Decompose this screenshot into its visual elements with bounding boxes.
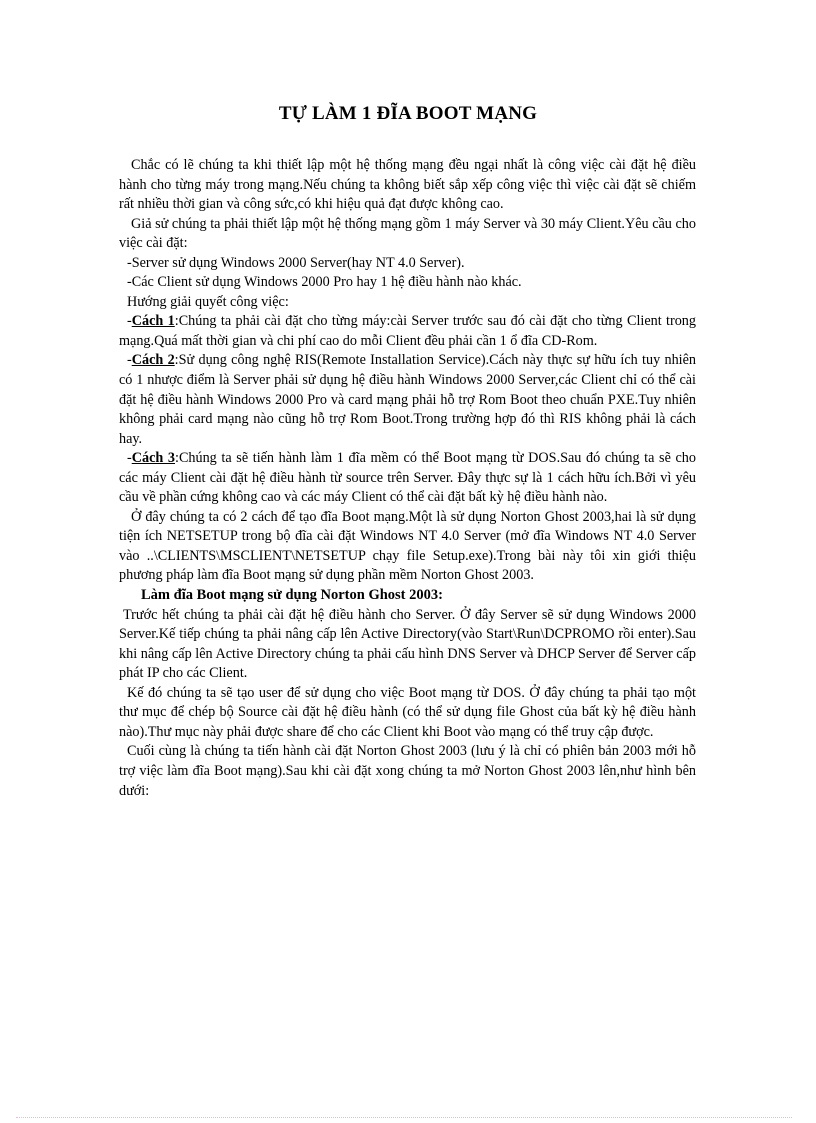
method-3-prefix: -: [127, 450, 132, 467]
method-1-text: :Chúng ta phải cài đặt cho từng máy:cài Server trước sau đó cài đặt cho từng Client trong mạng.Quá mất thời gian và chi phí cao do mỗi Client đều phải cần 1 ổ đĩa CD-Rom.: [119, 313, 696, 349]
document-body: [119, 156, 696, 801]
method-1-label: Cách 1: [131, 313, 175, 330]
method-3-label: Cách 3: [131, 450, 175, 467]
paragraph-scenario: Giả sử chúng ta phải thiết lập một hệ thống mạng gồm 1 máy Server và 30 máy Client.Yêu cầu cho việc cài đặt:: [119, 215, 696, 252]
paragraph-approach: Hướng giải quyết công việc:: [127, 293, 289, 310]
requirement-client: -Các Client sử dụng Windows 2000 Pro hay 1 hệ điều hành nào khác.: [127, 274, 522, 291]
requirement-server: -Server sử dụng Windows 2000 Server(hay NT 4.0 Server).: [127, 254, 465, 271]
paragraph-two-ways: Ở đây chúng ta có 2 cách để tạo đĩa Boot mạng.Một là sử dụng Norton Ghost 2003,hai là sử dụng tiện ích NETSETUP trong bộ đĩa cài đặt Windows NT 4.0 Server (mở đĩa Windows NT 4.0 Server vào ..\CLIENTS\MSCLIENT\NETSETUP chạy file Setup.exe).Trong bài này tôi xin giới thiệu phương pháp làm đĩa Boot mạng sử dụng phần mềm Norton Ghost 2003.: [119, 508, 696, 584]
paragraph-step-2: Kế đó chúng ta sẽ tạo user để sử dụng cho việc Boot mạng từ DOS. Ở đây chúng ta phải tạo một thư mục để chép bộ Source cài đặt hệ điều hành (có thể sử dụng file Ghost của bất kỳ hệ điều hành nào).Thư mục này phải được share để cho các Client khi Boot vào mạng có thể truy cập được.: [119, 684, 696, 740]
method-2-prefix: -: [127, 352, 132, 369]
method-2-label: Cách 2: [131, 352, 175, 369]
paragraph-intro: Chắc có lẽ chúng ta khi thiết lập một hệ thống mạng đều ngại nhất là công việc cài đặt hệ điều hành cho từng máy trong mạng.Nếu chúng ta không biết sắp xếp công việc thì việc cài đặt sẽ chiếm rất nhiều thời gian và công sức,có khi hiệu quả đạt được không cao.: [119, 157, 696, 213]
paragraph-method-2: [119, 351, 696, 449]
section-heading: Làm đĩa Boot mạng sử dụng Norton Ghost 2003:: [141, 587, 443, 604]
paragraph-method-3: [119, 449, 696, 508]
document-title: TỰ LÀM 1 ĐĨA BOOT MẠNG: [278, 103, 538, 124]
paragraph-method-1: [119, 312, 696, 351]
paragraph-step-3: Cuối cùng là chúng ta tiến hành cài đặt Norton Ghost 2003 (lưu ý là chỉ có phiên bản 2003 mới hỗ trợ việc làm đĩa Boot mạng).Sau khi cài đặt xong chúng ta mở Norton Ghost 2003 lên,như hình bên dưới:: [119, 743, 696, 799]
method-2-text: :Sử dụng công nghệ RIS(Remote Installation Service).Cách này thực sự hữu ích tuy nhiên có 1 nhược điểm là Server phải sử dụng hệ điều hành Windows 2000 Server,các Client chỉ có thể cài đặt hệ điều hành Windows 2000 Pro và card mạng phải hỗ trợ Rom Boot theo chuẩn PXE.Tuy nhiên không phải card mạng nào cũng hỗ trợ Rom Boot.Trong trường hợp đó thì RIS không phải là cách hay.: [119, 352, 697, 447]
method-1-prefix: -: [127, 313, 132, 330]
method-3-text: :Chúng ta sẽ tiến hành làm 1 đĩa mềm có thể Boot mạng từ DOS.Sau đó chúng ta sẽ cho các máy Client cài đặt hệ điều hành từ source trên Server. Đây thực sự là 1 cách hữu ích.Bởi vì yêu cầu về phần cứng không cao và các máy Client có thể cài đặt bất kỳ hệ điều hành nào.: [119, 450, 696, 506]
paragraph-step-1: Trước hết chúng ta phải cài đặt hệ điều hành cho Server. Ở đây Server sẽ sử dụng Windows 2000 Server.Kế tiếp chúng ta phải nâng cấp lên Active Directory(vào Start\Run\DCPROMO rồi enter).Sau khi nâng cấp lên Active Directory chúng ta phải cấu hình DNS Server và DHCP Server để Server cấp phát IP cho các Client.: [119, 606, 696, 682]
page-boundary-divider: [16, 1117, 792, 1118]
